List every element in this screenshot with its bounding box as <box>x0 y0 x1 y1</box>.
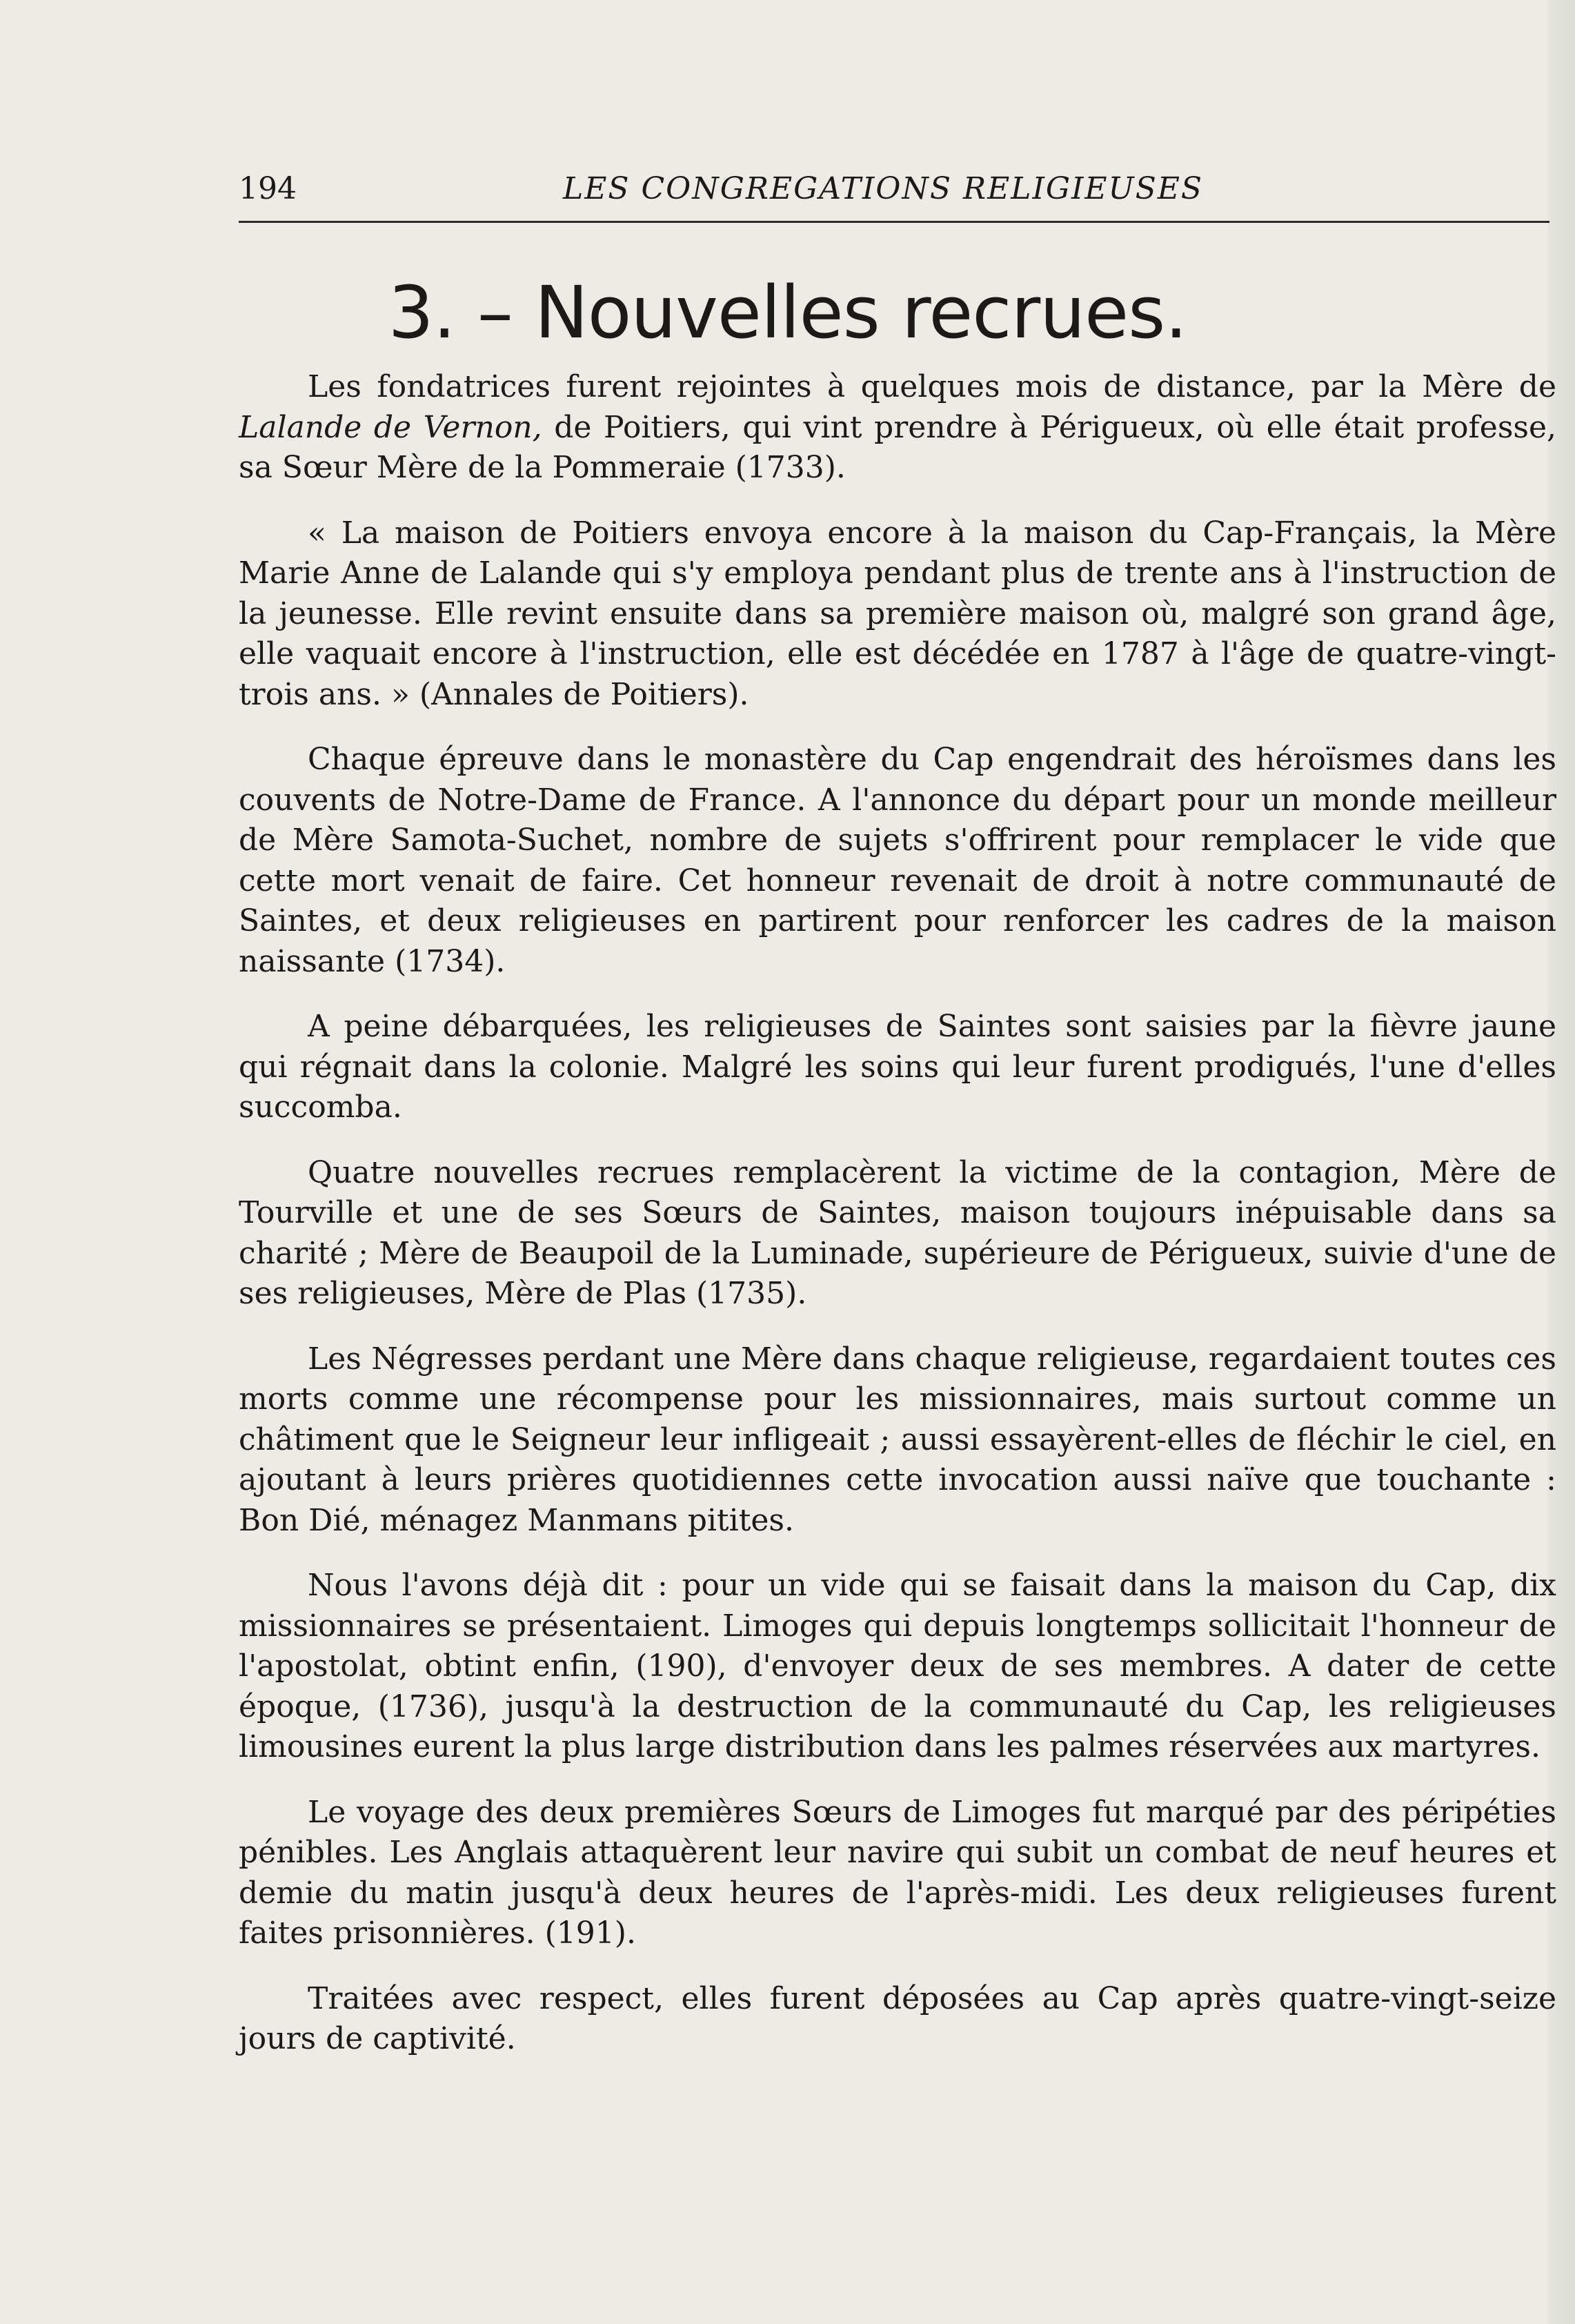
paragraph-8: Le voyage des deux premières Sœurs de Limoges fut marqué par des péripéties pénibles. Les Anglais attaquèrent leur navire qui subit un combat de neuf heures et demie du matin jusqu'à deux heures de l'après-midi. Les deux religieuses furent faites prisonnières. (191). <box>239 1794 1556 1951</box>
paragraph-1-start: Les fondatrices furent rejointes à quelques mois de distance, par la Mère de <box>308 369 1556 404</box>
running-title: LES CONGREGATIONS RELIGIEUSES <box>563 171 1204 206</box>
paragraph-2-quotation: « La maison de Poitiers envoya encore à la maison du Cap-Français, la Mère Marie Anne de Lalande qui s'y employa pendant plus de trente ans à l'instruction de la jeunesse. Elle revint ensuite dans sa première maison où, malgré son grand âge, elle vaquait encore à l'instruction, elle est décédée en 1787 à l'âge de quatre-vingt-trois ans. » (Annales de Poitiers). <box>239 515 1556 712</box>
page-number: 194 <box>239 171 297 206</box>
paragraph-3: Chaque épreuve dans le monastère du Cap engendrait des héroïsmes dans les couvents de Notre-Dame de France. A l'annonce du départ pour un monde meilleur de Mère Samota-Suchet, nombre de sujets s'offrirent pour remplacer le vide que cette mort venait de faire. Cet honneur revenait de droit à notre communauté de Saintes, et deux religieuses en partirent pour renforcer les cadres de la maison naissante (1734). <box>239 742 1556 979</box>
body-text <box>239 367 1556 2085</box>
paragraph-1 <box>239 367 1556 489</box>
paragraph-6: Les Négresses perdant une Mère dans chaque religieuse, regardaient toutes ces morts comme une récompense pour les missionnaires, mais surtout comme un châtiment que le Seigneur leur infligeait ; aussi essayèrent-elles de fléchir le ciel, en ajoutant à leurs prières quotidiennes cette invocation aussi naïve que touchante : Bon Dié, ménagez Manmans pitites. <box>239 1341 1556 1538</box>
paragraph-5: Quatre nouvelles recrues remplacèrent la victime de la contagion, Mère de Tourville et une de ses Sœurs de Saintes, maison toujours inépuisable dans sa charité ; Mère de Beaupoil de la Luminade, supérieure de Périgueux, suivie d'une de ses religieuses, Mère de Plas (1735). <box>239 1154 1556 1311</box>
paragraph-9: Traitées avec respect, elles furent déposées au Cap après quatre-vingt-seize jours de captivité. <box>239 1980 1556 2056</box>
running-header <box>239 160 1549 223</box>
section-title: 3. – Nouvelles recrues. <box>388 270 1187 355</box>
paragraph-1-italic-name: Lalande de Vernon, <box>239 409 542 445</box>
paragraph-1-end: de Poitiers, qui vint prendre à Périgueux, où elle était professe, sa Sœur Mère de la Pommeraie (1733). <box>239 409 1557 485</box>
paragraph-7: Nous l'avons déjà dit : pour un vide qui se faisait dans la maison du Cap, dix missionnaires se présentaient. Limoges qui depuis longtemps sollicitait l'honneur de l'apostolat, obtint enfin, (190), d'envoyer deux de ses membres. A dater de cette époque, (1736), jusqu'à la destruction de la communauté du Cap, les religieuses limousines eurent la plus large distribution dans les palmes réservées aux martyres. <box>239 1568 1556 1764</box>
paragraph-4: A peine débarquées, les religieuses de Saintes sont saisies par la fièvre jaune qui régnait dans la colonie. Malgré les soins qui leur furent prodigués, l'une d'elles succomba. <box>239 1009 1556 1125</box>
